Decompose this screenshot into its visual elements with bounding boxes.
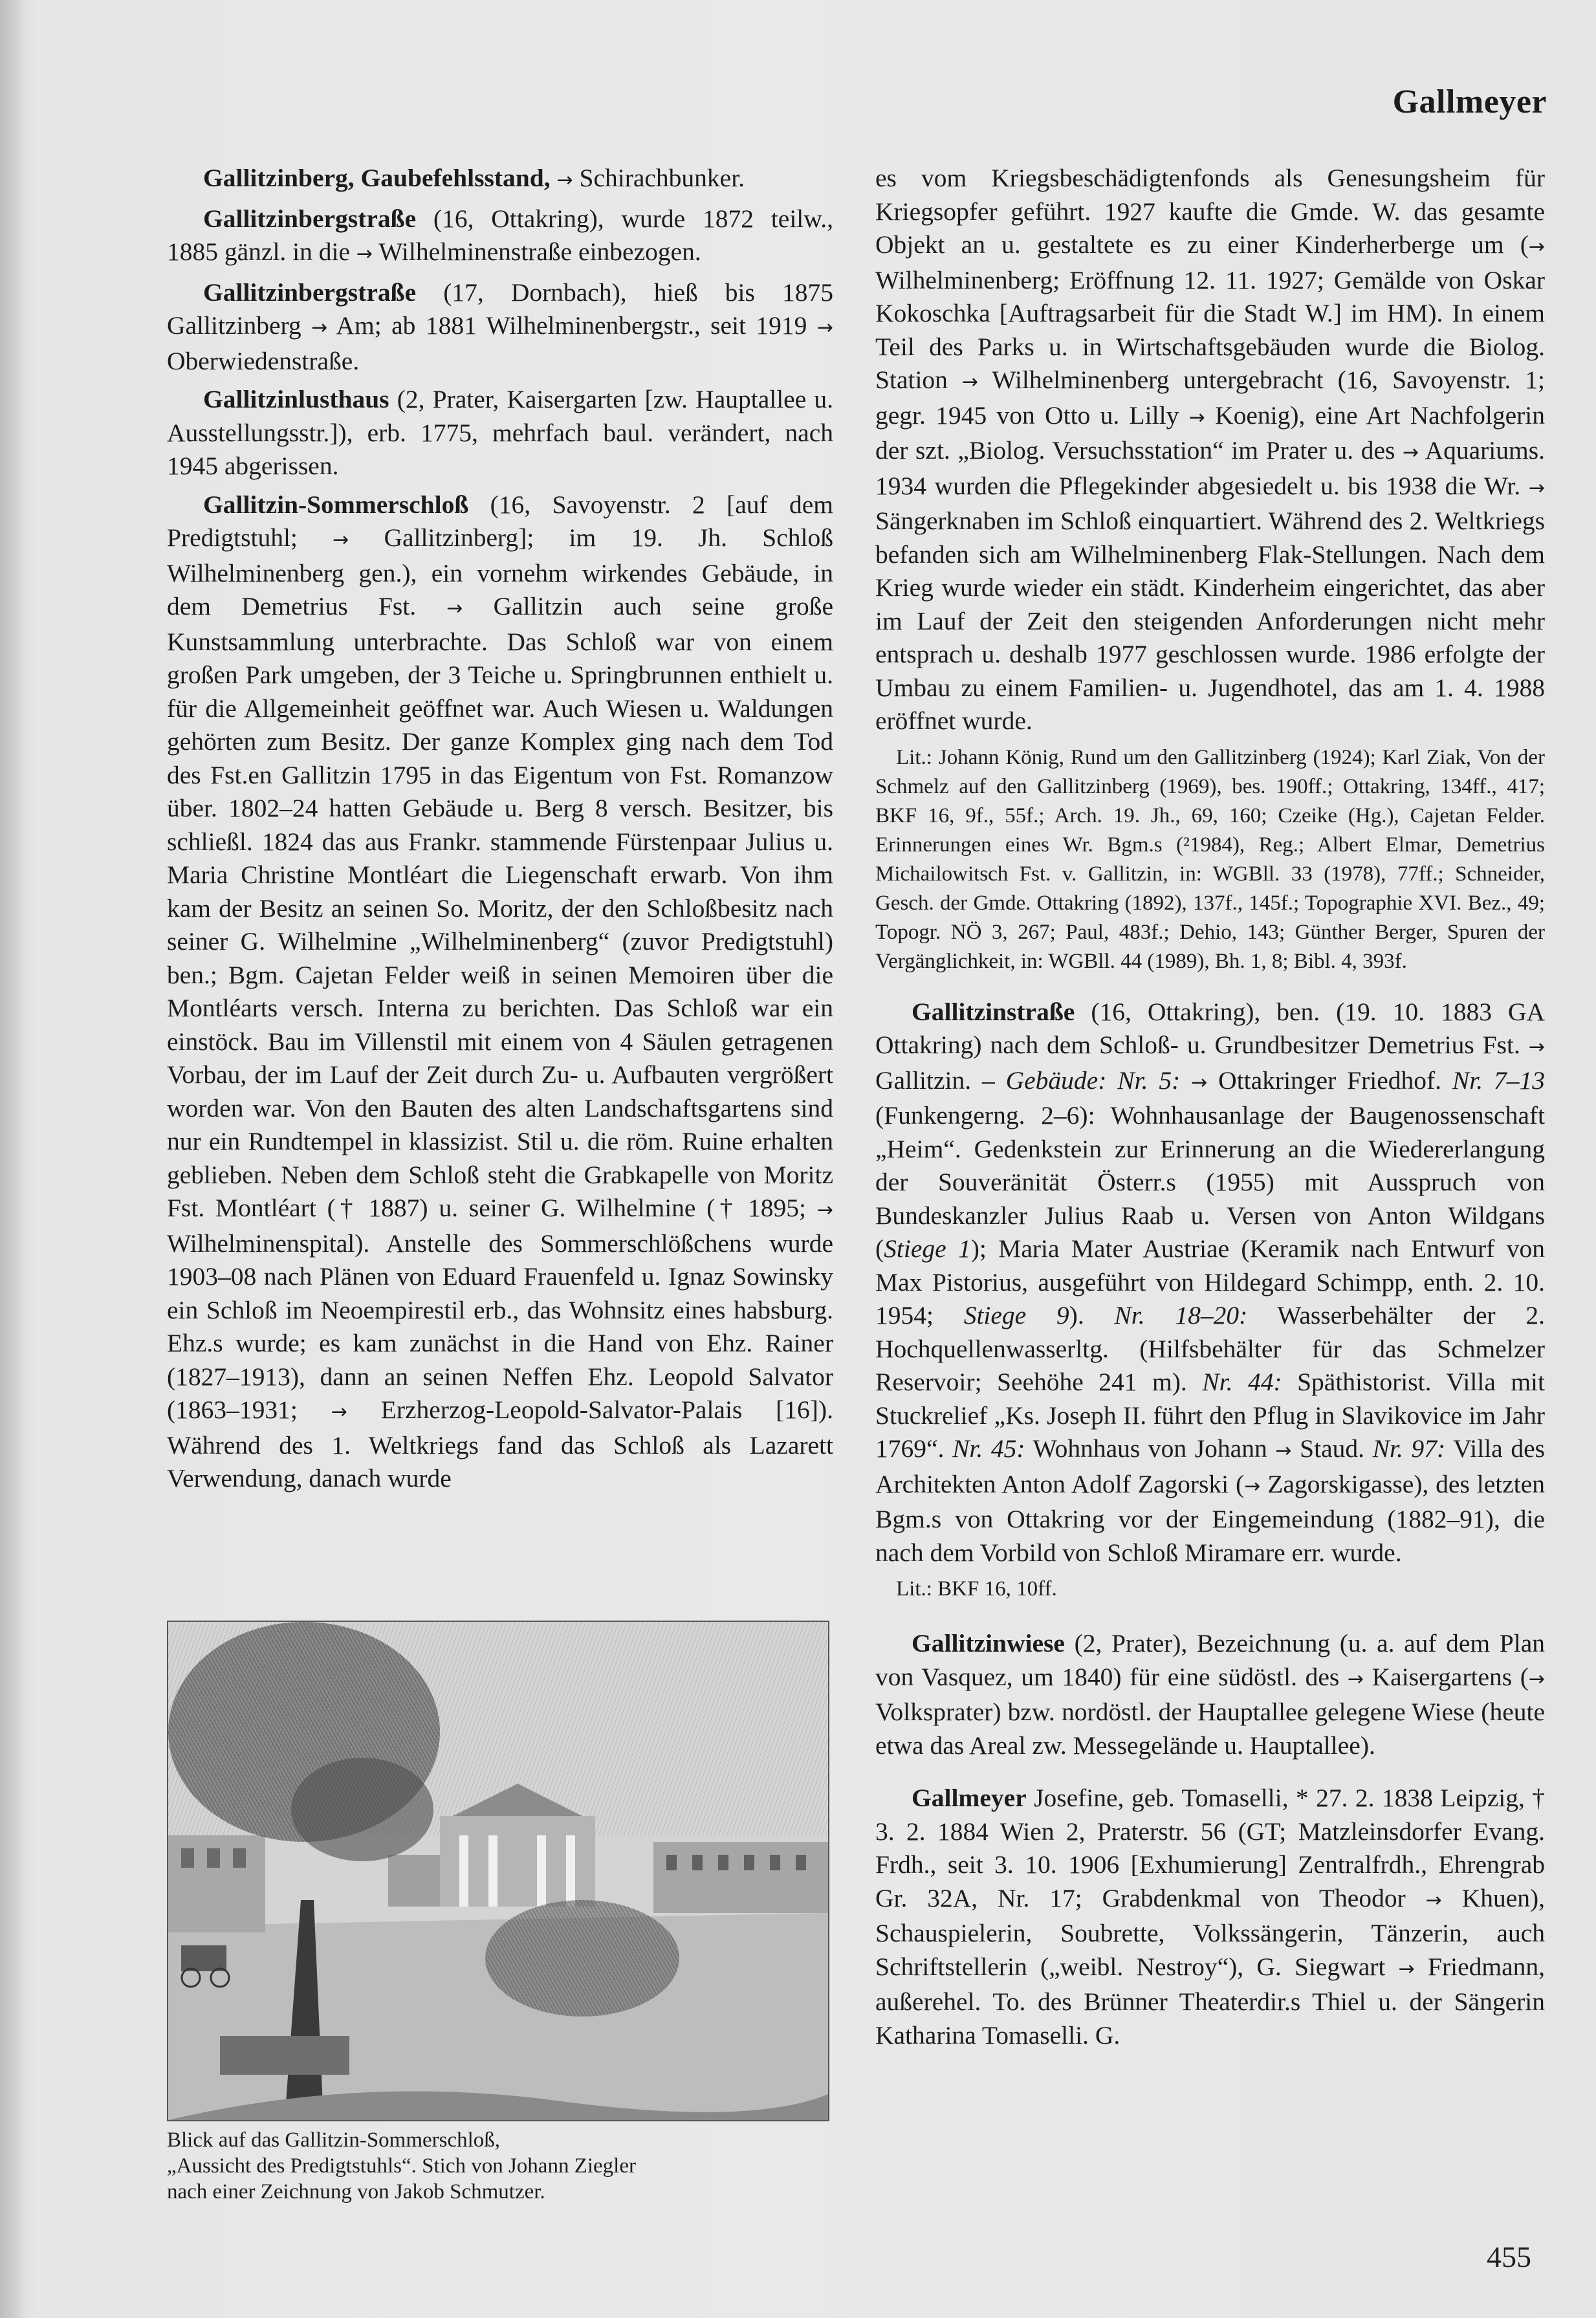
lemma: Gallitzinstraße [912,997,1075,1026]
entry-gallmeyer: Gallmeyer Josefine, geb. Tomaselli, * 27. 2. 1838 Leipzig, † 3. 2. 1884 Wien 2, Praterstr. 56 (GT; Matzleinsdorfer Evang. Frdh., seit 3. 10. 1906 [Exhumierung] Zentralfrdh., Ehrengrab Gr. 32A, Nr. 17; Grabdenkmal von Theodor → Khuen), Schauspielerin, Soubrette, Volkssängerin, Tänzerin, auch Schriftstellerin („weibl. Nestroy“), G. Siegwart → Friedmann, außerehel. To. des Brünner Theaterdir.s Thiel u. der Sängerin Katharina Tomaselli. G. [875,1784,1546,2050]
arrow-icon: → [1398,1957,1415,1980]
caption-line: Blick auf das Gallitzin-Sommerschloß, [167,2128,501,2152]
caption-line: „Aussicht des Predigtstuhls“. Stich von Johann Ziegler [167,2154,636,2178]
arrow-icon: → [961,371,978,393]
entry-gallitzin-sommerschloss: Gallitzin-Sommerschloß (16, Savoyenstr. 2 [auf dem Predigtstuhl; → Gallitzinberg]; im 19. Jh. Schloß Wilhelminenberg gen.), ein vornehm wirkendes Gebäude, in dem Demetrius Fst. → Gallitzin auch seine große Kunstsammlung unterbrachte. Das Schloß war von einem großen Park umgeben, der 3 Teiche u. Springbrunnen enthielt u. für die Allgemeinheit geöffnet war. Auch Wiesen u. Waldungen gehörten zum Besitz. Der ganze Komplex ging nach dem Tod des Fst.en Gallitzin 1795 in das Eigentum von Fst. Romanzow über. 1802–24 hatten Gebäude u. Berg 8 versch. Besitzer, bis schließl. 1824 das aus Frankr. stammende Fürstenpaar Julius u. Maria Christine Montléart die Liegenschaft erwarb. Von ihm kam der Besitz an seinen So. Moritz, der den Schloßbesitz nach seiner G. Wilhelmine „Wilhelminenberg“ (zuvor Predigtstuhl) ben.; Bgm. Cajetan Felder weiß in seinen Memoiren über die Montléarts versch. Interna zu berichten. Das Schloß war ein einstöck. Bau im Villenstil mit einem von 4 Säulen getragenen Vorbau, der im Lauf der Zeit durch Zu- u. Aufbauten vergrößert worden war. Von den Bauten des alten Landschaftsgartens sind nur ein Rundtempel in klassizist. Stil u. die röm. Ruine erhalten geblieben. Neben dem Schloß steht die Grabkapelle von Moritz Fst. Montléart († 1887) u. seiner G. Wilhelmine († 1895; → Wilhelminenspital). Anstelle des Sommerschlößchens wurde 1903–08 nach Plänen von Eduard Frauenfeld u. Ignaz Sowinsky ein Schloß im Neoempirestil erb., das Wohnsitz eines habsburg. Ehz.s wurde; es kam zunächst in die Hand von Ehz. Rainer (1827–1913), dann an seinen Neffen Ehz. Leopold Salvator (1863–1931; → Erzherzog-Leopold-Salvator-Palais [16]). Während des 1. Weltkriegs fand das Schloß als Lazarett Verwendung, danach wurde [167,490,834,1492]
lemma: Gallitzinbergstraße [203,204,417,233]
literature-note: Lit.: BKF 16, 10ff. [896,1577,1057,1601]
arrow-icon: → [1403,441,1419,464]
arrow-icon: → [556,169,573,191]
entry-continuation: es vom Kriegsbeschädigtenfonds als Genesungsheim für Kriegsopfer geführt. 1927 kaufte die Gmde. W. das gesamte Objekt an u. gestaltete es zu einer Kinderherberge um (→ Wilhelminenberg; Eröffnung 12. 11. 1927; Gemälde von Oskar Kokoschka [Auftragsarbeit für die Stadt W.] im HM). In einem Teil des Parks u. in Wirtschaftsgebäuden wurde die Biolog. Station → Wilhelminenberg untergebracht (16, Savoyenstr. 1; gegr. 1945 von Otto u. Lilly → Koenig), eine Art Nachfolgerin der szt. „Biolog. Versuchsstation“ im Prater u. des → Aquariums. 1934 wurden die Pflegekinder abgesiedelt u. bis 1938 die Wr. → Sängerknaben im Schloß einquartiert. Während des 2. Weltkriegs befanden sich am Wilhelminenberg Flak-Stellungen. Nach dem Krieg wurde wieder ein städt. Kinderheim eingerichtet, das aber im Lauf der Zeit den steigenden Anforderungen nicht mehr entsprach u. deshalb 1977 geschlossen wurde. 1986 erfolgte der Umbau zu einem Familien- u. Jugendhotel, das am 1. 4. 1988 eröffnet wurde. [875,164,1546,735]
arrow-icon: → [333,529,349,551]
arrow-icon: → [1528,235,1545,258]
arrow-icon: → [1425,1888,1442,1912]
arrow-icon: → [331,1401,347,1423]
arrow-icon: → [1191,1071,1208,1094]
arrow-icon: → [1528,1667,1546,1690]
running-head: Gallmeyer [1392,83,1547,120]
figure-caption [167,2127,833,2205]
arrow-icon: → [1275,1439,1292,1462]
entry-gallitzinbergstrasse-16: Gallitzinbergstraße (16, Ottakring), wurde 1872 teilw., 1885 gänzl. in die → Wilhelminenstraße einbezogen. [167,204,833,266]
entry-gallitzinlusthaus: Gallitzinlusthaus (2, Prater, Kaisergarten [zw. Hauptallee u. Ausstellungsstr.]), erb. 1775, mehrfach baul. verändert, nach 1945 abgerissen. [167,385,833,480]
engraving-illustration [168,1622,828,2120]
lemma: Gallitzinwiese [912,1629,1065,1657]
arrow-icon: → [311,316,328,339]
arrow-icon: → [1528,1036,1545,1058]
engraving-image [167,1621,829,2121]
gutter-shadow [0,0,26,2318]
lemma: Gallitzinlusthaus [203,385,389,413]
arrow-icon: → [356,243,373,265]
entry-gallitzinbergstrasse-17: Gallitzinbergstraße (17, Dornbach), hieß bis 1875 Gallitzinberg → Am; ab 1881 Wilhelminenbergstr., seit 1919 → Oberwiedenstraße. [167,278,833,375]
arrow-icon: → [816,1199,833,1221]
arrow-icon: → [446,597,463,620]
lemma: Gallitzinbergstraße [203,278,417,307]
arrow-icon: → [1188,406,1205,429]
arrow-icon: → [1244,1474,1261,1498]
arrow-icon: → [1528,476,1545,499]
page-number: 455 [1487,2240,1531,2273]
literature-note: Lit.: Johann König, Rund um den Gallitzinberg (1924); Karl Ziak, Von der Schmelz auf den Gallitzinberg (1969), bes. 190ff.; Ottakring, 134ff., 417; BKF 16, 9f., 55f.; Arch. 19. Jh., 69, 160; Czeike (Hg.), Cajetan Felder. Erinnerungen eines Wr. Bgm.s (²1984), Reg.; Albert Elmar, Demetrius Michailowitsch Fst. v. Gallitzin, in: WGBll. 33 (1978), 77ff.; Schneider, Gesch. der Gmde. Ottakring (1892), 137f., 145f.; Topographie XVI. Bez., 49; Topogr. NÖ 3, 267; Paul, 483f.; Dehio, 143; Günther Berger, Spuren der Vergänglichkeit, in: WGBll. 44 (1989), Bh. 1, 8; Bibl. 4, 393f. [875,745,1545,973]
left-column [167,162,833,1501]
caption-line: nach einer Zeichnung von Jakob Schmutzer. [167,2180,545,2203]
entry-gallitzinwiese: Gallitzinwiese (2, Prater), Bezeichnung (u. a. auf dem Plan von Vasquez, um 1840) für eine südöstl. des → Kaisergartens (→ Volksprater) bzw. nordöstl. der Hauptallee gelegene Wiese (heute etwa das Areal zw. Messegelände u. Hauptallee). [875,1629,1546,1760]
lemma: Gallitzin-Sommerschloß [203,490,469,519]
entry-gallitzinstrasse: Gallitzinstraße (16, Ottakring), ben. (19. 10. 1883 GA Ottakring) nach dem Schloß- u. Grundbesitzer Demetrius Fst. → Gallitzin. – Gebäude: Nr. 5: → Ottakringer Friedhof. Nr. 7–13 (Funkengerng. 2–6): Wohnhausanlage der Baugenossenschaft „Heim“. Gedenkstein zur Erinnerung an die Wiedererlangung der Souveränität Österr.s (1955) mit Ausspruch von Bundeskanzler Julius Raab u. Versen von Anton Wildgans (Stiege 1); Maria Mater Austriae (Keramik nach Entwurf von Max Pistorius, ausgeführt von Hildegard Schimpp, enth. 2. 10. 1954; Stiege 9). Nr. 18–20: Wasserbehälter der 2. Hochquellenwasserltg. (Hilfsbehälter für das Schmelzer Reservoir; Seehöhe 241 m). Nr. 44: Späthistorist. Villa mit Stuckrelief „Ks. Joseph II. führt den Pflug in Slavikovice im Jahr 1769“. Nr. 45: Wohnhaus von Johann → Staud. Nr. 97: Villa des Architekten Anton Adolf Zagorski (→ Zagorskigasse), des letzten Bgm.s von Ottakring vor der Eingemeindung (1882–91), die nach dem Vorbild von Schloß Miramare err. wurde. [875,997,1546,1567]
entry-gallitzinberg-gaubefehlsstand: Gallitzinberg, Gaubefehlsstand, → Schirachbunker. [203,164,745,192]
right-column [875,162,1545,2057]
lemma: Gallmeyer [912,1784,1027,1812]
arrow-icon: → [1347,1667,1364,1690]
arrow-icon: → [816,316,833,339]
lemma: Gallitzinberg, Gaubefehlsstand, [203,164,551,192]
